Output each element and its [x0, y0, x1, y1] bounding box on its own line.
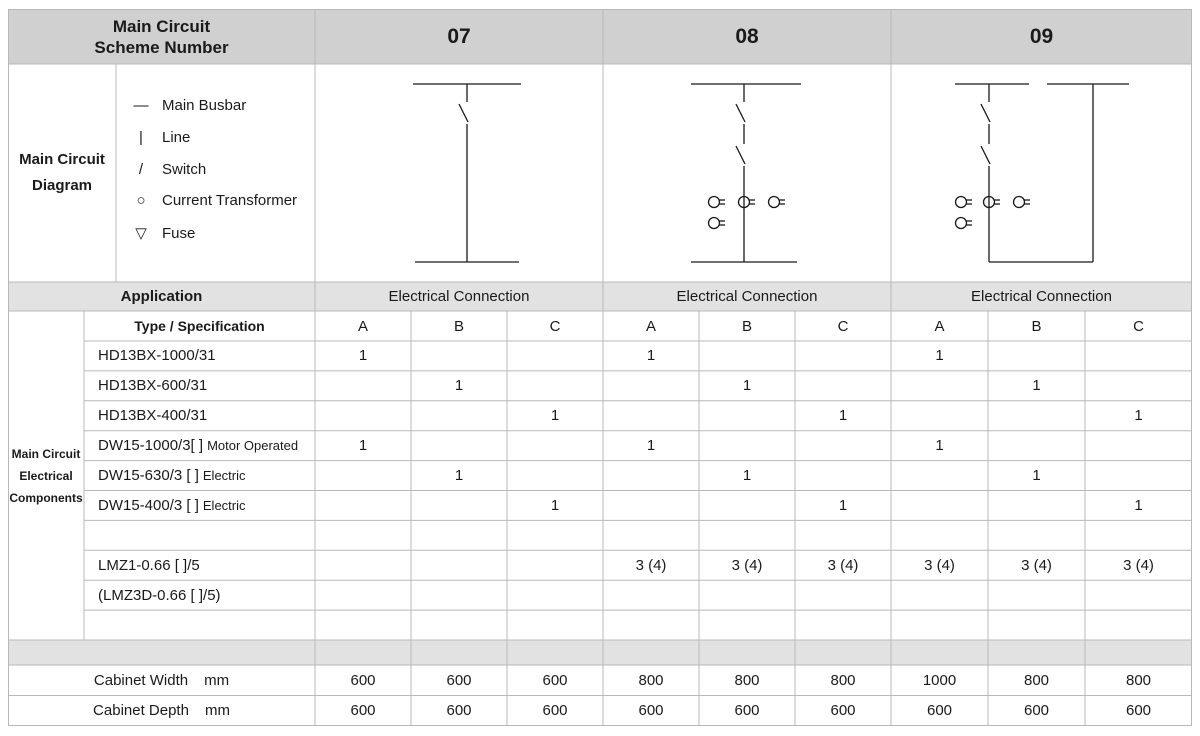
- component-quantity-cell: 1: [935, 347, 944, 365]
- component-quantity-cell: 1: [358, 437, 368, 455]
- component-quantity-cell: [507, 580, 603, 610]
- legend-label: Main Busbar: [162, 97, 247, 114]
- component-quantity-cell: [1085, 580, 1192, 610]
- variant-header: A: [645, 317, 656, 335]
- component-spec: [84, 491, 315, 521]
- dimension-label: [8, 696, 315, 727]
- component-quantity-cell: [507, 371, 603, 401]
- component-quantity-cell: [603, 580, 699, 610]
- component-quantity-cell: 1: [454, 377, 464, 395]
- dimension-value-cell: 600: [542, 702, 568, 720]
- component-quantity-cell: [507, 610, 603, 640]
- component-quantity-cell: [988, 610, 1085, 640]
- component-quantity-cell: 1: [1134, 496, 1143, 514]
- component-quantity-cell: [507, 461, 603, 491]
- scheme-number-label-line1: Main Circuit: [112, 16, 211, 36]
- variant-header: A: [357, 317, 368, 335]
- dimension-value-cell: 800: [734, 671, 760, 689]
- application-value-09: Electrical Connection: [971, 288, 1112, 305]
- switch-symbol-icon: /: [138, 161, 144, 178]
- dimension-value-cell: 800: [638, 671, 664, 689]
- component-quantity-cell: [411, 520, 507, 550]
- legend-item-current-transformer: [130, 192, 297, 209]
- dimension-value-cell: 600: [1023, 702, 1050, 720]
- component-quantity-cell: [315, 520, 411, 550]
- component-quantity-cell: [891, 491, 988, 521]
- component-spec-note: Electric: [202, 468, 246, 484]
- component-quantity-cell: 1: [358, 347, 368, 365]
- legend-label: Current Transformer: [162, 192, 298, 209]
- component-spec: [84, 371, 315, 401]
- legend-item-busbar: [130, 97, 246, 114]
- component-quantity-cell: [507, 431, 603, 461]
- component-quantity-cell: [315, 550, 411, 580]
- component-quantity-cell: [988, 401, 1085, 431]
- component-quantity-cell: [411, 401, 507, 431]
- dimension-value-cell: 600: [1125, 702, 1152, 720]
- component-quantity-cell: [315, 461, 411, 491]
- dimension-label-text: Cabinet Width: [93, 671, 189, 689]
- component-quantity-cell: [699, 491, 795, 521]
- component-quantity-cell: [411, 491, 507, 521]
- component-spec-text: HD13BX-600/31: [98, 377, 208, 395]
- component-quantity-cell: [795, 341, 891, 371]
- component-quantity-cell: [795, 431, 891, 461]
- component-spec-text: DW15-1000/3[ ]: [98, 437, 204, 455]
- component-quantity-cell: [411, 550, 507, 580]
- diagram-label-line1: Main Circuit: [19, 151, 105, 168]
- dimension-value-cell: 600: [542, 671, 568, 689]
- component-quantity-cell: [988, 491, 1085, 521]
- variant-header: B: [1031, 317, 1042, 335]
- legend-item-line: [130, 129, 190, 146]
- component-quantity-cell: [411, 341, 507, 371]
- legend-label: Line: [162, 129, 191, 146]
- dimension-value-cell: 600: [638, 702, 664, 720]
- component-quantity-cell: [988, 580, 1085, 610]
- component-spec: [84, 461, 315, 491]
- variant-header: C: [1133, 317, 1144, 335]
- component-quantity-cell: [699, 341, 795, 371]
- component-quantity-cell: [891, 371, 988, 401]
- component-quantity-cell: 3 (4): [731, 556, 763, 574]
- variant-header: C: [549, 317, 561, 335]
- circuit-diagram-09: [891, 64, 1192, 282]
- variant-header: C: [837, 317, 849, 335]
- component-quantity-cell: 1: [550, 407, 560, 425]
- component-quantity-cell: 3 (4): [827, 556, 859, 574]
- component-quantity-cell: [988, 341, 1085, 371]
- component-quantity-cell: 1: [838, 407, 848, 425]
- dimension-unit: mm: [204, 671, 230, 689]
- diagram-label-line2: Diagram: [31, 177, 93, 194]
- component-quantity-cell: [507, 341, 603, 371]
- component-quantity-cell: [603, 371, 699, 401]
- application-value-07: Electrical Connection: [388, 288, 530, 305]
- component-quantity-cell: [891, 461, 988, 491]
- component-quantity-cell: [603, 491, 699, 521]
- component-quantity-cell: [699, 431, 795, 461]
- component-quantity-cell: [507, 520, 603, 550]
- component-spec-text: (LMZ3D-0.66 [ ]/5): [98, 586, 221, 604]
- application-label: Application: [120, 288, 203, 305]
- component-quantity-cell: [699, 520, 795, 550]
- component-quantity-cell: 3 (4): [1021, 556, 1052, 574]
- dimension-value-cell: 800: [1125, 671, 1152, 689]
- component-quantity-cell: [891, 610, 988, 640]
- dimension-value-cell: 800: [830, 671, 856, 689]
- dimension-value-cell: 600: [926, 702, 953, 720]
- scheme-08-header: 08: [735, 24, 759, 48]
- dimension-label-text: Cabinet Depth: [93, 702, 189, 720]
- circuit-diagram-08: [603, 64, 891, 282]
- spacer-band: [8, 640, 1192, 665]
- component-quantity-cell: 1: [454, 467, 464, 485]
- dimension-value-cell: 600: [446, 702, 472, 720]
- component-quantity-cell: [411, 610, 507, 640]
- component-quantity-cell: 1: [742, 467, 752, 485]
- component-spec: [84, 431, 315, 461]
- circuit-diagram-07: [315, 64, 603, 282]
- component-quantity-cell: [315, 401, 411, 431]
- dimension-value-cell: 600: [734, 702, 760, 720]
- component-spec: [84, 401, 315, 431]
- component-quantity-cell: 3 (4): [1123, 556, 1154, 574]
- dimension-value-cell: 800: [1023, 671, 1050, 689]
- application-value-08: Electrical Connection: [676, 288, 818, 305]
- component-quantity-cell: [988, 431, 1085, 461]
- component-quantity-cell: [411, 431, 507, 461]
- component-spec-note: Motor Operated: [207, 438, 299, 454]
- component-quantity-cell: 1: [646, 437, 656, 455]
- legend-item-switch: [130, 161, 206, 178]
- component-quantity-cell: 1: [550, 496, 560, 514]
- component-spec: [84, 610, 315, 640]
- component-quantity-cell: [795, 520, 891, 550]
- dimension-unit: mm: [204, 702, 230, 720]
- component-quantity-cell: 1: [1134, 407, 1143, 425]
- dimension-value-cell: 600: [350, 671, 376, 689]
- component-quantity-cell: 1: [646, 347, 656, 365]
- component-quantity-cell: [507, 550, 603, 580]
- component-quantity-cell: [795, 610, 891, 640]
- component-spec-text: DW15-400/3 [ ]: [98, 496, 199, 514]
- scheme-table: [8, 9, 1192, 726]
- scheme-number-label: [8, 9, 315, 64]
- component-quantity-cell: [1085, 520, 1192, 550]
- component-quantity-cell: 1: [838, 496, 848, 514]
- component-quantity-cell: [315, 371, 411, 401]
- component-quantity-cell: [1085, 610, 1192, 640]
- component-spec: [84, 580, 315, 610]
- component-quantity-cell: [315, 580, 411, 610]
- component-quantity-cell: [315, 610, 411, 640]
- component-quantity-cell: [603, 461, 699, 491]
- component-quantity-cell: 1: [1032, 467, 1041, 485]
- component-quantity-cell: [603, 401, 699, 431]
- components-label-line3: Components: [9, 490, 83, 505]
- scheme-07-header: 07: [447, 24, 471, 48]
- dimension-value-cell: 600: [446, 671, 472, 689]
- component-quantity-cell: [795, 461, 891, 491]
- scheme-09-header: 09: [1029, 24, 1054, 48]
- component-quantity-cell: [699, 580, 795, 610]
- line-symbol-icon: |: [139, 129, 143, 146]
- busbar-symbol-icon: —: [133, 97, 149, 114]
- component-quantity-cell: [1085, 341, 1192, 371]
- component-spec-text: LMZ1-0.66 [ ]/5: [98, 556, 200, 574]
- component-quantity-cell: 1: [1032, 377, 1041, 395]
- dimension-value-cell: 1000: [922, 671, 957, 689]
- current-transformer-symbol-icon: ○: [136, 192, 146, 209]
- type-specification-header: Type / Specification: [134, 318, 265, 334]
- component-spec: [84, 550, 315, 580]
- component-quantity-cell: 3 (4): [924, 556, 955, 574]
- variant-header: A: [934, 317, 945, 335]
- main-circuit-components-label: [8, 311, 84, 640]
- legend-label: Fuse: [162, 224, 196, 242]
- main-circuit-diagram-label: [8, 64, 116, 282]
- component-spec-note: Electric: [202, 497, 246, 513]
- component-quantity-cell: 3 (4): [635, 556, 667, 574]
- component-quantity-cell: [603, 610, 699, 640]
- component-quantity-cell: [891, 520, 988, 550]
- component-quantity-cell: [891, 401, 988, 431]
- dimension-value-cell: 600: [830, 702, 856, 720]
- legend-label: Switch: [162, 161, 207, 178]
- variant-header: B: [741, 317, 752, 335]
- component-quantity-cell: 1: [742, 377, 752, 395]
- fuse-symbol-icon: ▽: [135, 225, 147, 242]
- component-spec-text: DW15-630/3 [ ]: [98, 467, 199, 485]
- dimension-label: [8, 665, 315, 696]
- components-label-line2: Electrical: [19, 468, 73, 483]
- component-spec-text: HD13BX-400/31: [98, 407, 208, 425]
- component-quantity-cell: 1: [935, 437, 944, 455]
- legend-item-fuse: [130, 224, 195, 242]
- component-quantity-cell: [315, 491, 411, 521]
- variant-header: B: [453, 317, 464, 335]
- component-spec-text: HD13BX-1000/31: [98, 347, 216, 365]
- scheme-number-label-line2: Scheme Number: [94, 37, 229, 57]
- component-quantity-cell: [1085, 461, 1192, 491]
- component-quantity-cell: [699, 401, 795, 431]
- components-label-line1: Main Circuit: [11, 446, 81, 461]
- component-spec: [84, 520, 315, 550]
- component-quantity-cell: [603, 520, 699, 550]
- component-quantity-cell: [1085, 371, 1192, 401]
- component-quantity-cell: [1085, 431, 1192, 461]
- component-spec: [84, 341, 315, 371]
- component-quantity-cell: [988, 520, 1085, 550]
- component-quantity-cell: [699, 610, 795, 640]
- component-quantity-cell: [795, 580, 891, 610]
- component-quantity-cell: [795, 371, 891, 401]
- dimension-value-cell: 600: [350, 702, 376, 720]
- component-quantity-cell: [891, 580, 988, 610]
- component-quantity-cell: [411, 580, 507, 610]
